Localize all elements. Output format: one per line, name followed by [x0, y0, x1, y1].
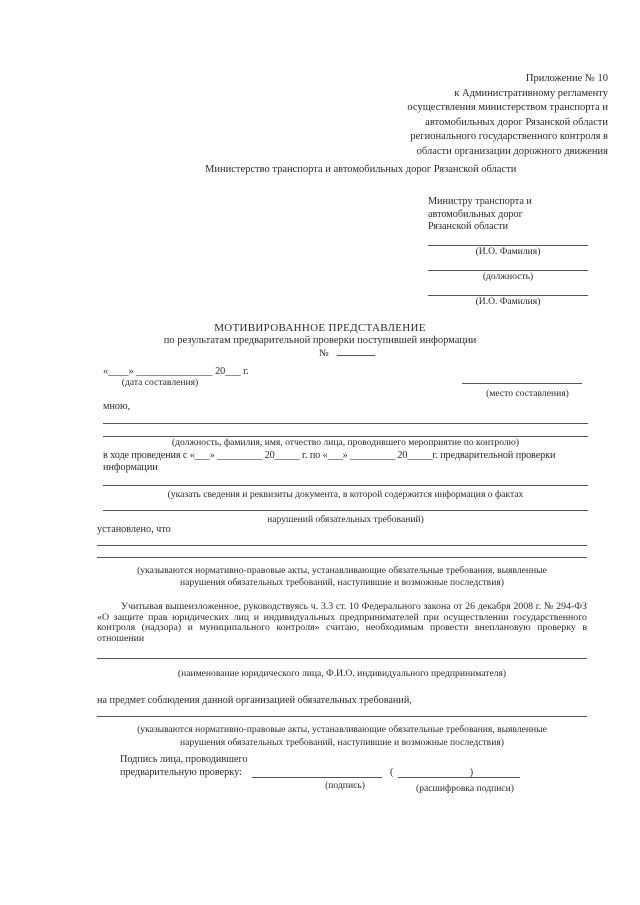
decode-line — [398, 777, 520, 778]
addressee-line: Рязанской области — [428, 221, 509, 232]
mnoyu-text: мною, — [103, 401, 131, 412]
appendix-line: осуществления министерством транспорта и — [407, 102, 608, 113]
signature-label-line: предварительную проверку: — [120, 767, 242, 778]
appendix-line: Приложение № 10 — [525, 73, 608, 84]
addressee-line: автомобильных дорог — [428, 208, 523, 220]
place-caption: (место составления) — [486, 388, 569, 399]
subject-text: на предмет соблюдения данной организацией обязательных требований, — [97, 695, 412, 706]
entity-caption: (наименование юридического лица, Ф.И.О. индивидуального предпринимателя) — [177, 668, 507, 679]
signature-line — [252, 777, 382, 778]
addressee-line: Министру транспорта и — [428, 196, 532, 207]
appendix-line: области организации дорожного движения — [416, 145, 608, 157]
during-line2 — [103, 510, 588, 511]
signature-decode-bracket: ( ) — [390, 767, 474, 778]
number-label: № — [319, 348, 329, 359]
appendix-line: к Административному регламенту — [454, 87, 608, 99]
document-caption: (указать сведения и реквизиты документа, в которой содержится информация о фактах — [167, 489, 524, 500]
during-line — [103, 485, 588, 486]
addressee-block — [428, 196, 532, 234]
appendix-line: регионального государственного контроля в — [410, 131, 608, 142]
acts-caption: (указываются нормативно-правовые акты, устанавливающие обязательные требования, выявленные — [137, 565, 547, 576]
subject-line — [97, 716, 587, 717]
acts-caption-3: (указываются нормативно-правовые акты, устанавливающие обязательные требования, выявленные — [137, 724, 547, 735]
addressee-position-caption: (должность) — [482, 271, 534, 282]
during-text-2: информации — [103, 462, 158, 473]
established-line2 — [97, 557, 587, 558]
date-text: «____» _______________ 20___ г. — [103, 366, 249, 377]
appendix-block — [308, 72, 608, 159]
document-caption-2: нарушений обязательных требований) — [267, 514, 424, 525]
during-text: в ходе проведения с «___» _________ 20_____ г. по «___» _________ 20_____г. предварительной проверки — [103, 450, 556, 461]
appendix-line: автомобильных дорог Рязанской области — [425, 116, 608, 128]
decode-caption: (расшифровка подписи) — [416, 783, 514, 794]
ministry-name: Министерство транспорта и автомобильных дорог Рязанской области — [205, 164, 517, 175]
established-text: установлено, что — [97, 524, 171, 535]
acts-caption-4: нарушения обязательных требований, наступившие и возможные последствия) — [180, 737, 504, 748]
document-subtitle: по результатам предварительной проверки поступившей информации — [163, 335, 477, 346]
acts-caption-2: нарушения обязательных требований, наступившие и возможные последствия) — [180, 577, 504, 588]
number-line — [337, 355, 375, 356]
entity-line — [97, 658, 587, 659]
signature-label-line: Подпись лица, проводившего — [120, 754, 248, 765]
document-number — [319, 348, 375, 360]
place-line — [462, 383, 582, 384]
official-caption: (должность, фамилия, имя, отчество лица, проводившего мероприятие по контролю) — [171, 437, 520, 448]
date-caption: (дата составления) — [121, 377, 199, 388]
signature-caption: (подпись) — [325, 780, 365, 791]
considering-paragraph: Учитывая вышеизложенное, руководствуясь ч. 3.3 ст. 10 Федерального закона от 26 декабря 2008 г. № 294-ФЗ «О защите прав юридических лиц и индивидуальных предпринимателей при осуществлении государственного контроля (надзора) и муниципального контроля» считаю, необходимым провести внеплановую проверку в отношении — [97, 601, 587, 644]
signature-label — [120, 753, 248, 779]
established-line1 — [97, 545, 587, 546]
mnoyu-line1 — [103, 423, 588, 424]
document-title: МОТИВИРОВАННОЕ ПРЕДСТАВЛЕНИЕ — [214, 322, 426, 334]
addressee-name2-caption: (И.О. Фамилия) — [475, 296, 541, 307]
addressee-name-caption: (И.О. Фамилия) — [475, 246, 541, 257]
